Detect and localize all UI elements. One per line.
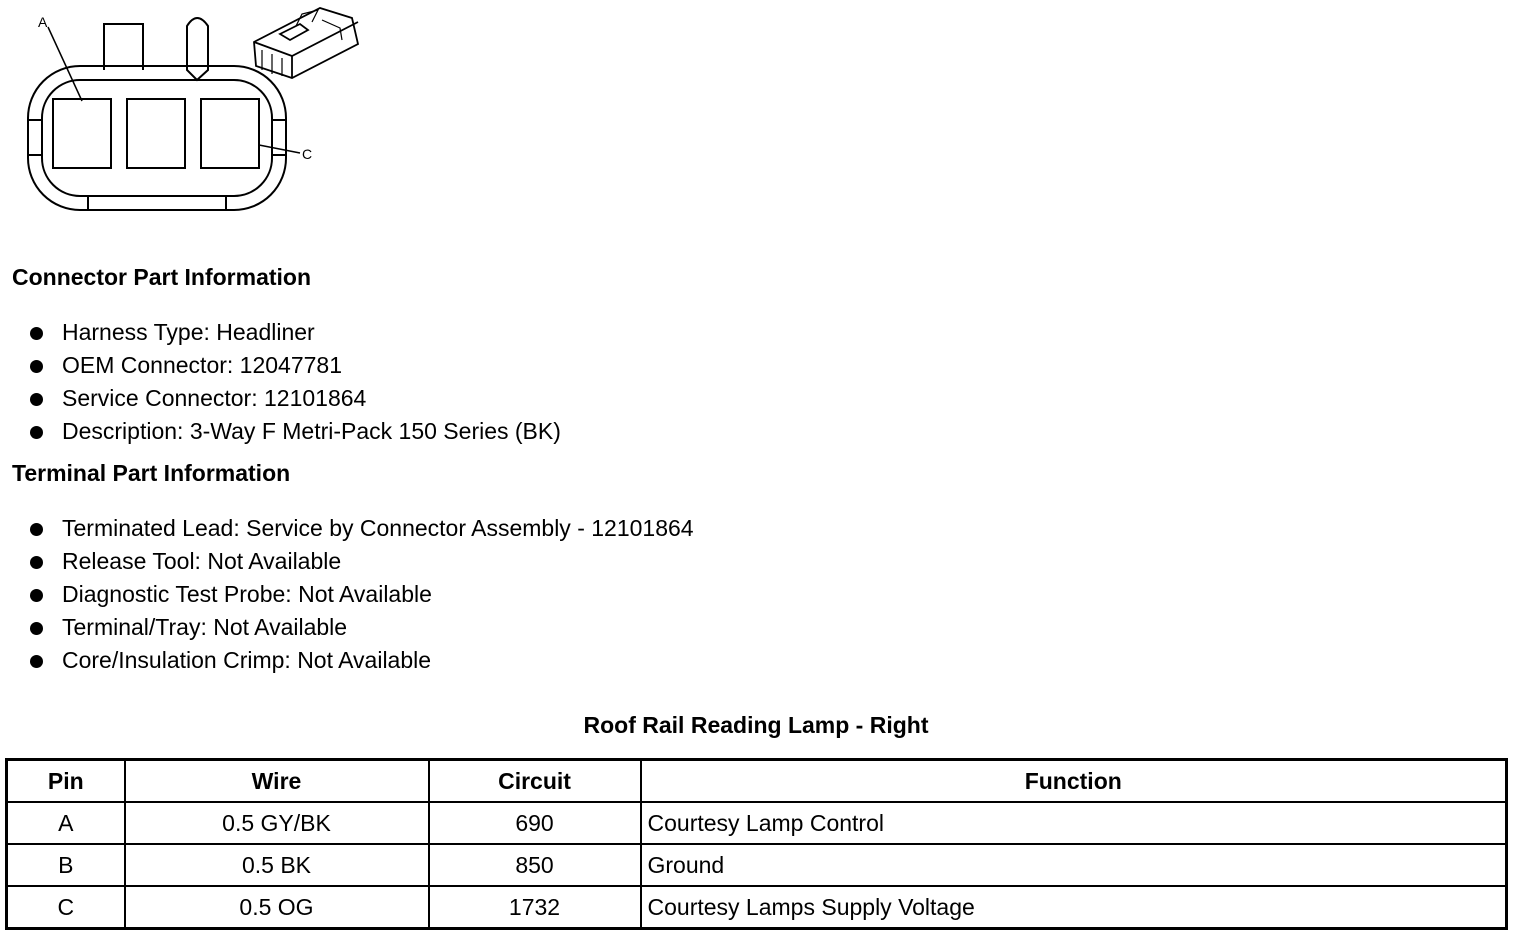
table-row: [7, 886, 1507, 929]
cell-circuit: 850: [429, 844, 641, 886]
bullet-icon: [30, 360, 43, 373]
connector-key-tab: [104, 24, 143, 70]
header-pin: Pin: [7, 760, 125, 803]
cell-pin: B: [7, 844, 125, 886]
table-row: [7, 844, 1507, 886]
connector-inner-shell: [42, 80, 272, 196]
cell-wire: 0.5 GY/BK: [125, 802, 429, 844]
bullet-icon: [30, 523, 43, 536]
cell-function: Courtesy Lamp Control: [641, 802, 1507, 844]
list-item: [28, 382, 561, 415]
list-item-text: Service Connector: 12101864: [62, 385, 367, 411]
cell-pin: A: [7, 802, 125, 844]
connector-outer-shell: [28, 66, 286, 210]
table-header-row: [7, 760, 1507, 803]
pin-label-c: C: [302, 146, 313, 162]
bullet-icon: [30, 327, 43, 340]
cell-wire: 0.5 OG: [125, 886, 429, 929]
list-item-text: Terminated Lead: Service by Connector Assembly - 12101864: [62, 515, 694, 541]
terminal-part-list: [28, 512, 694, 677]
connector-isometric-icon: [254, 8, 358, 78]
list-item: [28, 349, 561, 382]
bullet-icon: [30, 426, 43, 439]
list-item: [28, 415, 561, 448]
list-item-text: Core/Insulation Crimp: Not Available: [62, 647, 432, 673]
bullet-icon: [30, 589, 43, 602]
bullet-icon: [30, 393, 43, 406]
header-function: Function: [641, 760, 1507, 803]
cell-function: Ground: [641, 844, 1507, 886]
header-circuit: Circuit: [429, 760, 641, 803]
pinout-table: [5, 758, 1508, 930]
list-item: [28, 512, 694, 545]
list-item-text: Description: 3-Way F Metri-Pack 150 Series (BK): [62, 418, 561, 444]
list-item: [28, 316, 561, 349]
connector-part-heading: Connector Part Information: [12, 264, 312, 290]
header-wire: Wire: [125, 760, 429, 803]
cell-circuit: 690: [429, 802, 641, 844]
cell-function: Courtesy Lamps Supply Voltage: [641, 886, 1507, 929]
bullet-icon: [30, 622, 43, 635]
table-title: Roof Rail Reading Lamp - Right: [583, 712, 929, 738]
list-item-text: Release Tool: Not Available: [62, 548, 342, 574]
list-item-text: Diagnostic Test Probe: Not Available: [62, 581, 432, 607]
terminal-part-heading: Terminal Part Information: [12, 460, 291, 486]
list-item-text: Harness Type: Headliner: [62, 319, 315, 345]
cavity-a: [53, 99, 111, 168]
bullet-icon: [30, 655, 43, 668]
connector-latch: [187, 18, 208, 80]
cell-pin: C: [7, 886, 125, 929]
cell-wire: 0.5 BK: [125, 844, 429, 886]
list-item: [28, 644, 694, 677]
cell-circuit: 1732: [429, 886, 641, 929]
pin-label-a: A: [38, 14, 48, 30]
list-item-text: Terminal/Tray: Not Available: [62, 614, 348, 640]
bullet-icon: [30, 556, 43, 569]
list-item: [28, 545, 694, 578]
connector-part-list: [28, 316, 561, 448]
list-item: [28, 611, 694, 644]
list-item-text: OEM Connector: 12047781: [62, 352, 343, 378]
table-row: [7, 802, 1507, 844]
connector-diagram: [0, 0, 380, 230]
cavity-b: [127, 99, 185, 168]
list-item: [28, 578, 694, 611]
cavity-c: [201, 99, 259, 168]
